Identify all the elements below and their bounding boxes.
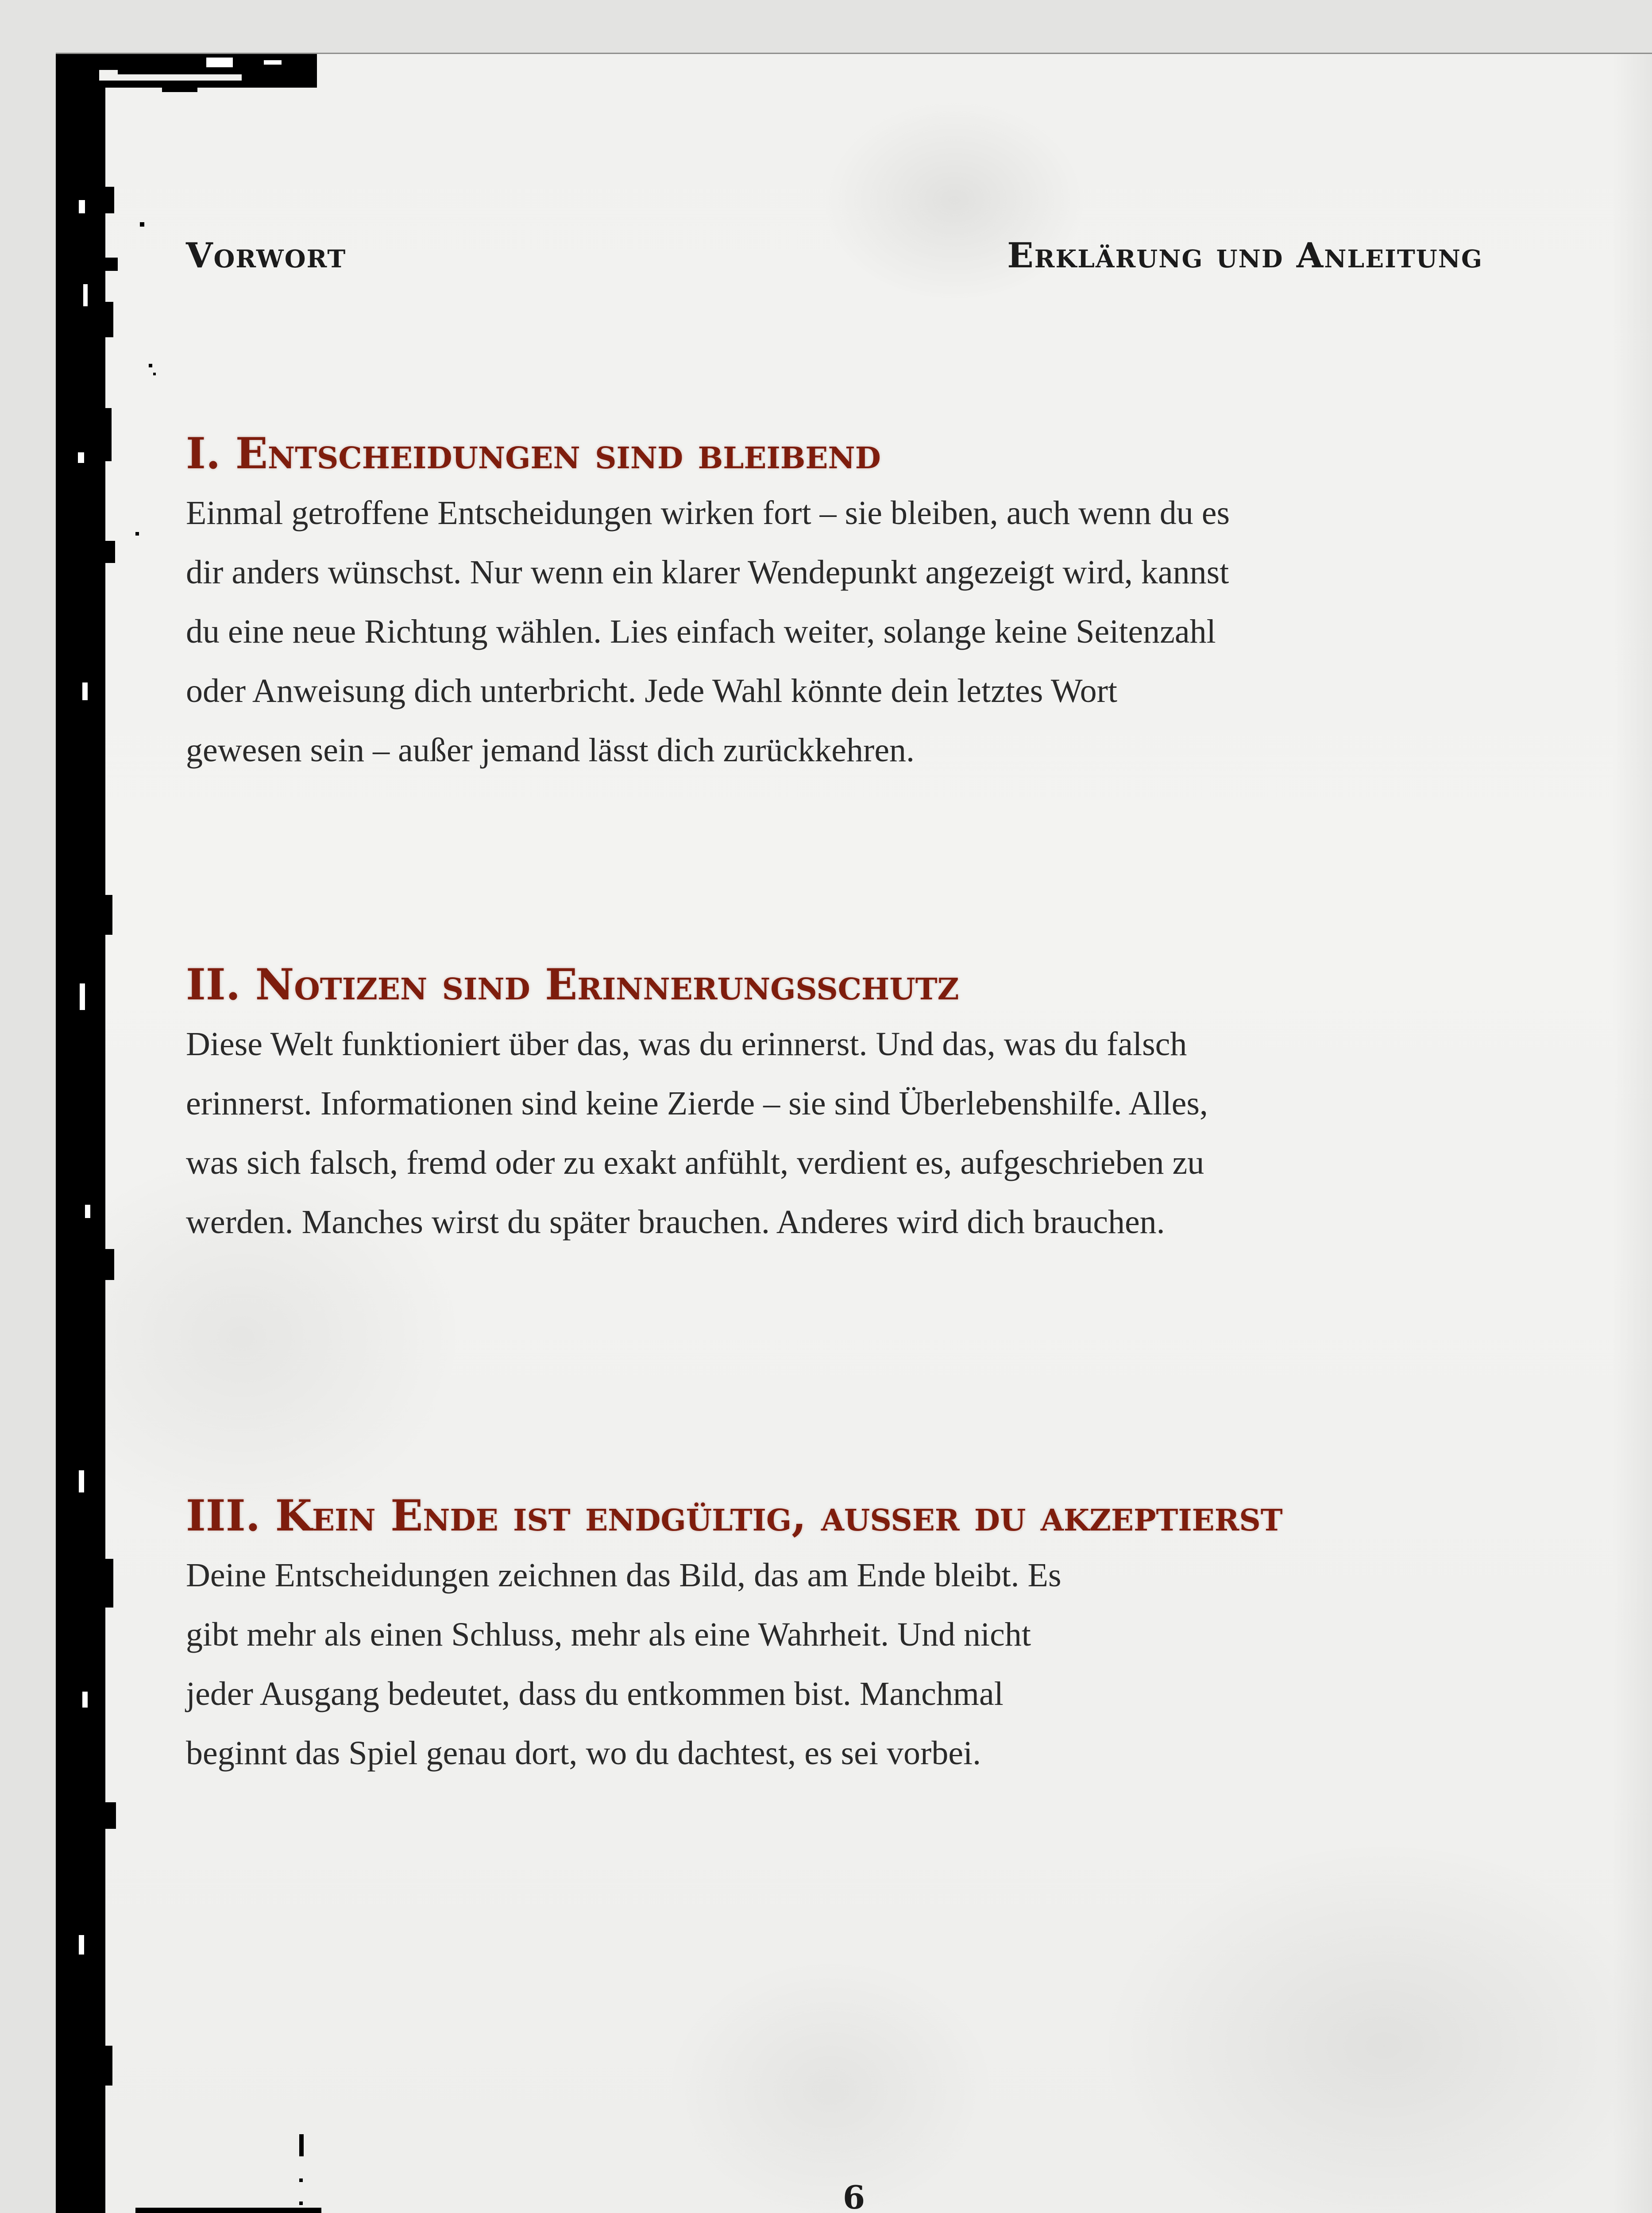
section-body: Deine Entscheidungen zeichnen das Bild, das am Ende bleibt. Es gibt mehr als einen Schluss, mehr als eine Wahrheit. Und nicht jeder Ausgang bedeutet, dass du entkommen bist. Manchmal beginnt das Spiel genau dort, wo du dachtest, es sei vorbei. [186,1556,1061,1772]
page-edge-shade [1612,54,1652,2213]
page-number: 6 [842,2178,865,2213]
header-left: Vorwort [186,235,347,276]
section-1 [186,430,1496,780]
section-heading: I. Entscheidungen sind bleibend [186,428,881,478]
section-heading: III. Kein Ende ist endgültig, ausser du akzeptierst [186,1491,1283,1541]
running-header [186,235,1483,276]
header-right: Erklärung und Anleitung [1007,235,1483,276]
section-3 [186,1492,1496,1783]
section-heading: II. Notizen sind Erinnerungsschutz [186,960,959,1010]
book-page [56,53,1652,2213]
section-2 [186,961,1496,1252]
section-body: Einmal getroffene Entscheidungen wirken fort – sie bleiben, auch wenn du es dir anders wünschst. Nur wenn ein klarer Wendepunkt angezeigt wird, kannst du eine neue Richtung wählen. Lies einfach weiter, solange keine Seitenzahl oder Anweisung dich unterbricht. Jede Wahl könnte dein letztes Wort gewesen sein – außer jemand lässt dich zurückkehren. [186,494,1230,769]
section-body: Diese Welt funktioniert über das, was du erinnerst. Und das, was du falsch erinnerst. Informationen sind keine Zierde – sie sind Überlebenshilfe. Alles, was sich falsch, fremd oder zu exakt anfühlt, verdient es, aufgeschrieben zu werden. Manches wirst du später brauchen. Anderes wird dich brauchen. [186,1025,1208,1241]
